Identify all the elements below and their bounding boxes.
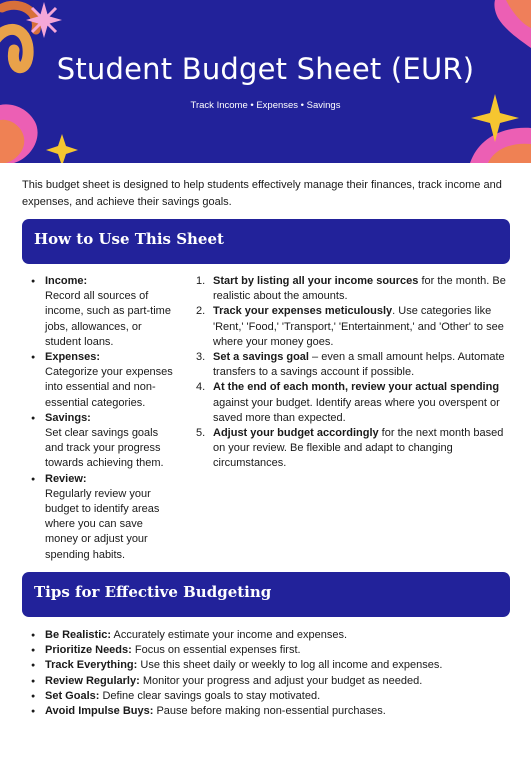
list-item <box>196 380 506 426</box>
step-number: 4. <box>196 381 206 394</box>
bullet-icon: ● <box>31 692 36 700</box>
intro-paragraph: This budget sheet is designed to help students effectively manage their finances, track income and expenses, and achieve their savings goals. <box>22 179 502 208</box>
tip-text: Use this sheet daily or weekly to log all income and expenses. <box>137 659 443 672</box>
steps-list <box>196 274 506 472</box>
bullet-icon: ● <box>31 278 36 285</box>
section-header-tips <box>22 572 510 617</box>
step-emphasis: Set a savings goal <box>213 351 309 364</box>
category-list <box>30 274 178 563</box>
step-emphasis: Track your expenses meticulously <box>213 305 393 318</box>
bullet-icon: ● <box>31 662 36 670</box>
step-number: 3. <box>196 351 206 364</box>
list-item <box>30 411 178 472</box>
list-item <box>30 674 510 689</box>
bullet-icon: ● <box>31 647 36 655</box>
list-item <box>196 350 506 380</box>
step-text: against your budget. Identify areas where you overspent or saved more than expected. <box>213 396 500 424</box>
tip-title: Review Regularly: <box>45 674 140 687</box>
step-text: for the month. Be realistic about the amounts. <box>213 275 506 303</box>
bullet-icon: ● <box>31 677 36 685</box>
step-text: . Use categories like 'Rent,' 'Food,' 'Transport,' 'Entertainment,' and 'Other' to see where your money goes. <box>213 305 504 348</box>
step-text: for the next month based on your review. Be flexible and adapt to changing circumstances. <box>213 427 504 470</box>
star-icon <box>46 134 78 163</box>
bullet-icon: ● <box>31 708 36 716</box>
step-emphasis: Start by listing all your income sources <box>213 275 419 287</box>
list-item <box>30 704 510 719</box>
category-title: Review: <box>45 472 87 485</box>
category-title: Savings: <box>45 411 91 424</box>
list-item <box>30 350 178 411</box>
tip-text: Accurately estimate your income and expenses. <box>111 629 348 641</box>
step-emphasis: At the end of each month, review your actual spending <box>213 381 500 394</box>
category-text: Set clear savings goals and track your progress towards achieving them. <box>45 427 164 470</box>
tip-text: Monitor your progress and adjust your budget as needed. <box>139 674 423 687</box>
bullet-icon: ● <box>31 414 36 422</box>
section-heading: Tips for Effective Budgeting <box>34 583 272 601</box>
category-title: Expenses: <box>45 351 101 364</box>
tip-text: Define clear savings goals to stay motivated. <box>99 689 321 702</box>
list-item <box>30 274 178 350</box>
section-header-how-to <box>22 219 510 264</box>
category-text: Regularly review your budget to identify areas where you can save money or adjust your spending habits. <box>45 487 160 561</box>
step-emphasis: Adjust your budget accordingly <box>213 427 379 440</box>
tip-text: Focus on essential expenses first. <box>131 644 301 657</box>
tip-title: Be Realistic: <box>45 629 112 641</box>
list-item <box>30 643 510 658</box>
step-number: 5. <box>196 427 206 440</box>
page-subtitle: Track Income • Expenses • Savings <box>190 100 341 111</box>
bullet-icon: ● <box>31 632 36 639</box>
tip-title: Prioritize Needs: <box>45 644 132 657</box>
step-text: – even a small amount helps. Automate transfers to a savings account if possible. <box>213 351 505 379</box>
list-item <box>30 689 510 704</box>
list-item <box>196 304 506 350</box>
list-item <box>196 426 506 472</box>
category-text: Record all sources of income, such as part-time jobs, allowances, or student loans. <box>45 290 171 348</box>
section-heading: How to Use This Sheet <box>34 230 224 248</box>
tip-text: Pause before making non-essential purchases. <box>153 705 386 718</box>
bullet-icon: ● <box>31 354 36 362</box>
step-number: 2. <box>196 305 206 318</box>
tip-title: Avoid Impulse Buys: <box>45 705 154 718</box>
step-number: 1. <box>196 275 206 287</box>
tip-title: Track Everything: <box>45 659 138 672</box>
tip-title: Set Goals: <box>45 689 100 702</box>
category-title: Income: <box>45 275 88 287</box>
list-item <box>196 274 506 304</box>
tips-list <box>30 628 510 719</box>
category-text: Categorize your expenses into essential and non-essential categories. <box>45 366 173 409</box>
page-title: Student Budget Sheet (EUR) <box>56 52 475 86</box>
bullet-icon: ● <box>31 475 36 483</box>
header-banner <box>0 0 531 163</box>
list-item <box>30 472 178 563</box>
list-item <box>30 628 510 643</box>
list-item <box>30 658 510 673</box>
